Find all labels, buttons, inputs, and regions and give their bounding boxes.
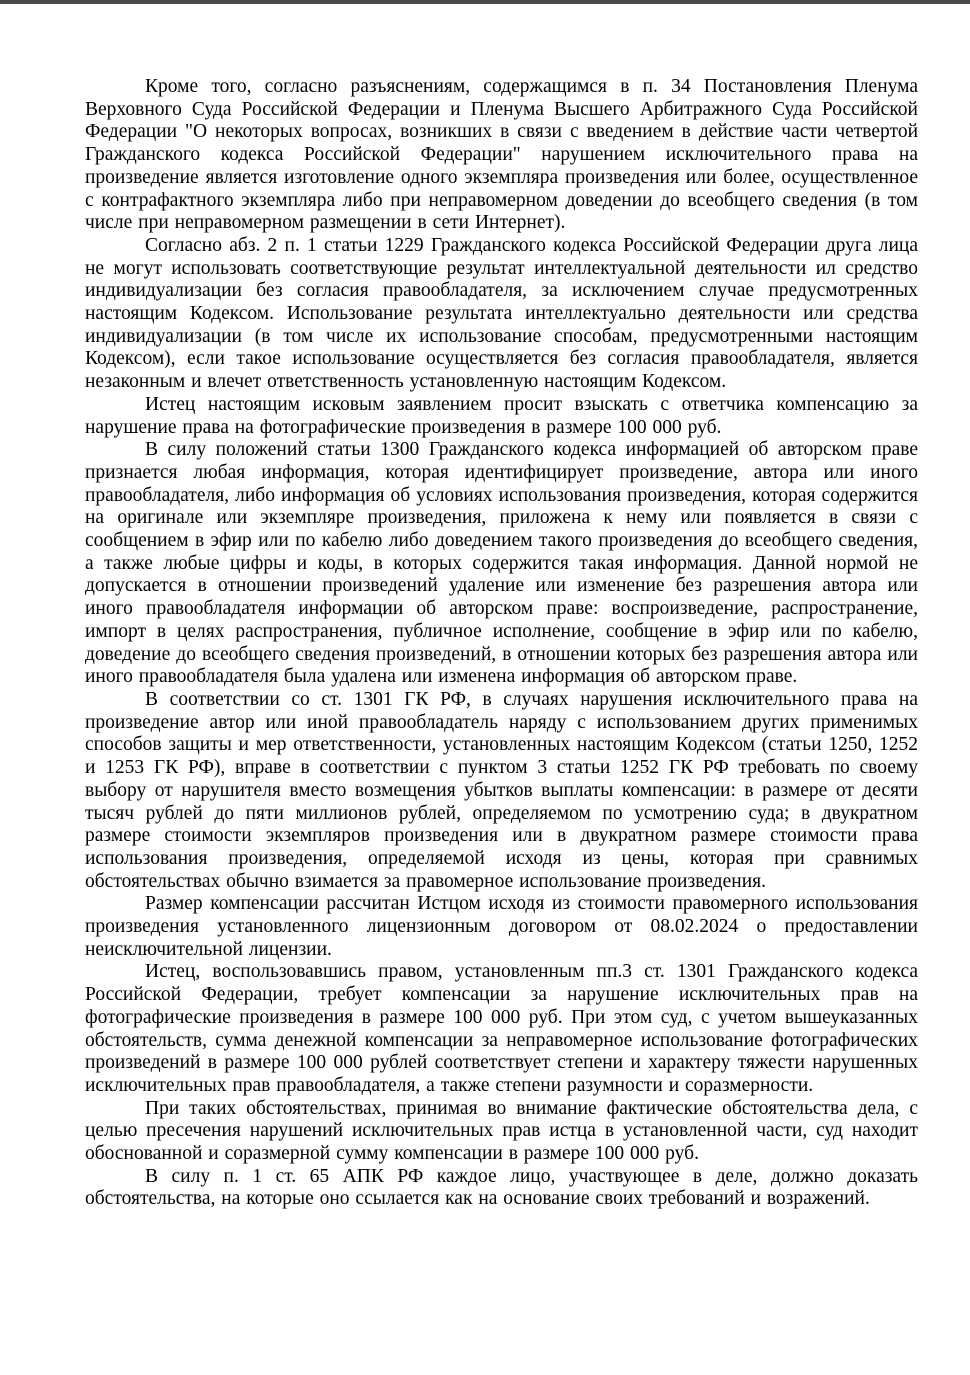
paragraph-apk-65: В силу п. 1 ст. 65 АПК РФ каждое лицо, участвующее в деле, должно доказать обстоятельства, на которые оно ссылается как на основание своих требований и возражений. [85, 1165, 918, 1210]
paragraph-article-1300: В силу положений статьи 1300 Гражданского кодекса информацией об авторском праве признается любая информация, которая идентифицирует произведение, автора или иного правообладателя, либо информация об условиях использования произведения, которая содержится на оригинале или экземпляре произведения, приложена к нему или появляется в связи с сообщением в эфир или по кабелю либо доведением такого произведения до всеобщего сведения, а также любые цифры и коды, в которых содержится такая информация. Данной нормой не допускается в отношении произведений удаление или изменение без разрешения автора или иного правообладателя информации об авторском праве: воспроизведение, распространение, импорт в целях распространения, публичное исполнение, сообщение в эфир или по кабелю, доведение до всеобщего сведения произведений, в отношении которых без разрешения автора или иного правообладателя была удалена или изменена информация об авторском праве. [85, 439, 918, 688]
paragraph-article-1301: В соответствии со ст. 1301 ГК РФ, в случаях нарушения исключительного права на произведение автор или иной правообладатель наряду с использованием других применимых способов защиты и мер ответственности, установленных настоящим Кодексом (статьи 1250, 1252 и 1253 ГК РФ), вправе в соответствии с пунктом 3 статьи 1252 ГК РФ требовать по своему выбору от нарушителя вместо возмещения убытков выплаты компенсации: в размере от десяти тысяч рублей до пяти миллионов рублей, определяемом по усмотрению суда; в двукратном размере стоимости экземпляров произведения или в двукратном размере стоимости права использования произведения, определяемой исходя из цены, которая при сравнимых обстоятельствах обычно взимается за правомерное использование произведения. [85, 688, 918, 892]
paragraph-compensation-calculation: Размер компенсации рассчитан Истцом исходя из стоимости правомерного использования произведения установленного лицензионным договором от 08.02.2024 о предоставлении неисключительной лицензии. [85, 893, 918, 960]
document-text-block [85, 76, 918, 1211]
paragraph-article-1229: Согласно абз. 2 п. 1 статьи 1229 Гражданского кодекса Российской Федерации друга лица не могут использовать соответствующие результат интеллектуальной деятельности ил средство индивидуализации без согласия правообладателя, за исключением случае предусмотренных настоящим Кодексом. Использование результата интеллектуально деятельности или средства индивидуализации (в том числе их использование способам, предусмотренными настоящим Кодексом), если такое использование осуществляется без согласия правообладателя, является незаконным и влечет ответственность установленную настоящим Кодексом. [85, 234, 918, 393]
paragraph-court-conclusion: При таких обстоятельствах, принимая во внимание фактические обстоятельства дела, с целью пресечения нарушений исключительных прав истца в установленной части, суд находит обоснованной и соразмерной сумму компенсации в размере 100 000 руб. [85, 1097, 918, 1165]
paragraph-ruling-plenum-34: Кроме того, согласно разъяснениям, содержащимся в п. 34 Постановления Пленума Верховного Суда Российской Федерации и Пленума Высшего Арбитражного Суда Российской Федерации "О некоторых вопросах, возникших в связи с введением в действие части четвертой Гражданского кодекса Российской Федерации" нарушением исключительного права на произведение является изготовление одного экземпляра произведения или более, осуществленное с контрафактного экземпляра либо при неправомерном доведении до всеобщего сведения (в том числе при неправомерном размещении в сети Интернет). [85, 76, 918, 234]
paragraph-claimant-demand: Истец, воспользовавшись правом, установленным пп.3 ст. 1301 Гражданского кодекса Российской Федерации, требует компенсации за нарушение исключительных прав на фотографические произведения в размере 100 000 руб. При этом суд, с учетом вышеуказанных обстоятельств, сумма денежной компенсации за неправомерное использование фотографических произведений в размере 100 000 рублей соответствует степени и характеру тяжести нарушенных исключительных прав правообладателя, а также степени разумности и соразмерности. [85, 961, 918, 1096]
paragraph-claim-compensation: Истец настоящим исковым заявлением просит взыскать с ответчика компенсацию за нарушение права на фотографические произведения в размере 100 000 руб. [85, 393, 918, 438]
window-top-edge [0, 0, 970, 4]
